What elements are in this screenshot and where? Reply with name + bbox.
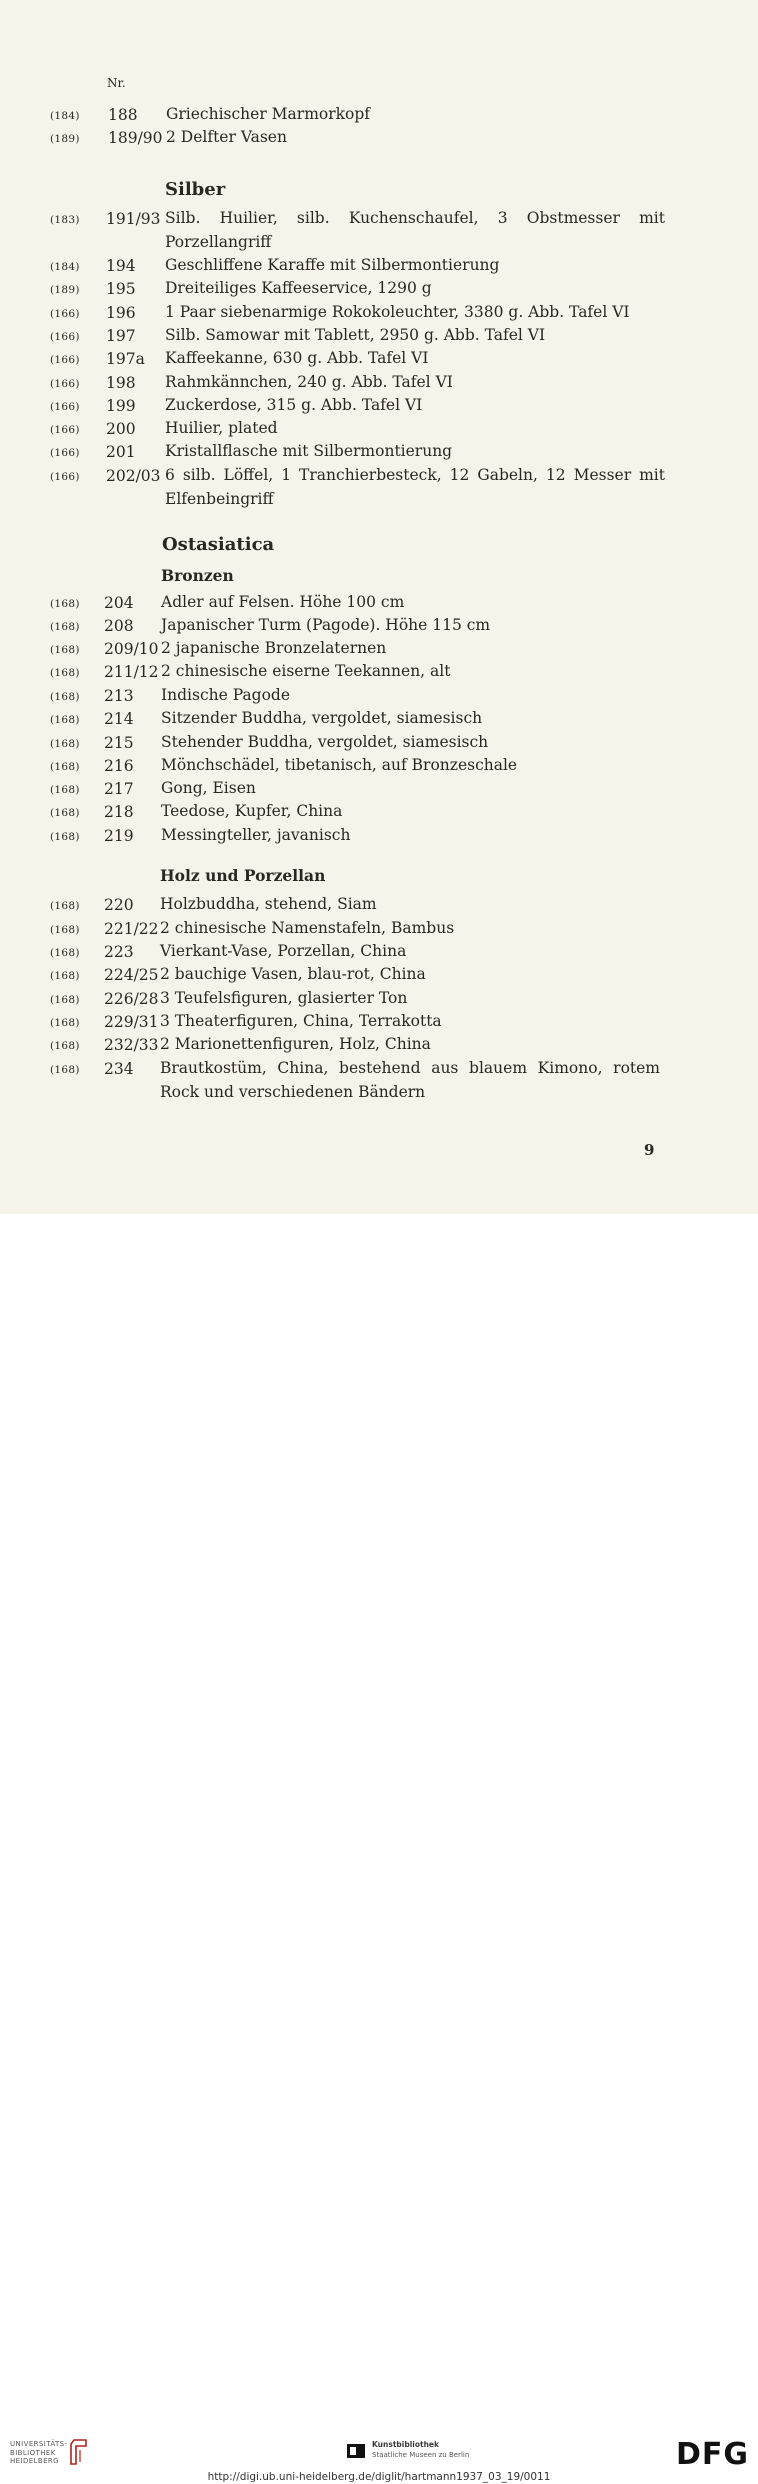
entry-number: 234 [104, 1060, 134, 1078]
entry-number: 197a [106, 350, 145, 368]
university-library-label [10, 2440, 67, 2466]
entry-description: Japanischer Turm (Pagode). Höhe 115 cm [161, 616, 491, 634]
entry-description: 2 Marionettenfiguren, Holz, China [160, 1035, 431, 1053]
entry-reference: (184) [50, 110, 80, 122]
university-line-1: UNIVERSITÄTS- [10, 2440, 68, 2448]
entry-description: Silb. Samowar mit Tablett, 2950 g. Abb. Tafel VI [165, 326, 546, 344]
entry-number: 208 [104, 617, 134, 635]
entry-number: 211/12 [104, 663, 159, 681]
entry-description: Mönchschädel, tibetanisch, auf Bronzeschale [161, 756, 518, 774]
entry-number: 218 [104, 803, 134, 821]
entry-reference: (168) [50, 784, 80, 796]
entry-description: 2 chinesische eiserne Teekannen, alt [161, 662, 451, 680]
entry-number: 198 [106, 374, 136, 392]
entry-number: 214 [104, 710, 134, 728]
entry-description: 2 chinesische Namenstafeln, Bambus [160, 919, 455, 937]
entry-description: 3 Theaterfiguren, China, Terrakotta [160, 1012, 442, 1030]
entry-description: Huilier, plated [165, 419, 278, 437]
entry-description: Zuckerdose, 315 g. Abb. Tafel VI [165, 396, 423, 414]
entry-description: Griechischer Marmorkopf [166, 105, 371, 123]
entry-reference: (168) [50, 1064, 80, 1076]
entry-reference: (168) [50, 970, 80, 982]
entry-reference: (168) [50, 1040, 80, 1052]
entry-reference: (166) [50, 401, 80, 413]
entry-description: Brautkostüm, China, bestehend aus blauem Kimono, rotem Rock und verschiedenen Bändern [160, 1059, 660, 1101]
source-url-link[interactable]: http://digi.ub.uni-heidelberg.de/diglit/hartmann1937_03_19/0011 [207, 2471, 551, 2483]
entry-number: 232/33 [104, 1036, 159, 1054]
entry-reference: (166) [50, 447, 80, 459]
entry-number: 219 [104, 827, 134, 845]
entry-description: Dreiteiliges Kaffeeservice, 1290 g [165, 279, 432, 297]
entry-reference: (166) [50, 354, 80, 366]
entry-description: Geschliffene Karaffe mit Silbermontierung [165, 256, 500, 274]
entry-number: 188 [108, 106, 138, 124]
section-heading-silber: Silber [165, 179, 226, 200]
entry-reference: (166) [50, 471, 80, 483]
entry-description: 6 silb. Löffel, 1 Tranchierbesteck, 12 Gabeln, 12 Messer mit Elfenbeingriff [165, 466, 665, 508]
entry-reference: (168) [50, 947, 80, 959]
entry-number: 189/90 [108, 129, 163, 147]
entry-number: 195 [106, 280, 136, 298]
entry-reference: (168) [50, 900, 80, 912]
column-label-nr: Nr. [107, 76, 126, 90]
footer-bar [0, 1214, 758, 2483]
entry-reference: (168) [50, 598, 80, 610]
university-line-3: HEIDELBERG [10, 2457, 59, 2465]
entry-reference: (168) [50, 831, 80, 843]
entry-number: 217 [104, 780, 134, 798]
entry-number: 221/22 [104, 920, 159, 938]
entry-description: Holzbuddha, stehend, Siam [160, 895, 377, 913]
kunstbibliothek-subtitle: Staatliche Museen zu Berlin [372, 2451, 470, 2459]
entry-description: Kristallflasche mit Silbermontierung [165, 442, 453, 460]
entry-reference: (168) [50, 621, 80, 633]
subsection-heading-bronzen: Bronzen [161, 566, 234, 585]
entry-reference: (168) [50, 1017, 80, 1029]
entry-number: 197 [106, 327, 136, 345]
entry-description: 2 Delfter Vasen [166, 128, 287, 146]
entry-reference: (189) [50, 133, 80, 145]
entry-description: 1 Paar siebenarmige Rokokoleuchter, 3380 g. Abb. Tafel VI [165, 303, 630, 321]
entry-reference: (168) [50, 761, 80, 773]
entry-number: 223 [104, 943, 134, 961]
university-logo-icon [68, 2438, 90, 2466]
entry-number: 215 [104, 734, 134, 752]
entry-description: 2 japanische Bronzelaternen [161, 639, 387, 657]
entry-reference: (168) [50, 738, 80, 750]
entry-number: 213 [104, 687, 134, 705]
entry-reference: (166) [50, 331, 80, 343]
entry-description: Silb. Huilier, silb. Kuchenschaufel, 3 Obstmesser mit Porzellangriff [165, 209, 665, 251]
entry-number: 224/25 [104, 966, 159, 984]
entry-description: Vierkant-Vase, Porzellan, China [160, 942, 407, 960]
entry-reference: (166) [50, 378, 80, 390]
entry-number: 220 [104, 896, 134, 914]
entry-reference: (166) [50, 424, 80, 436]
entry-reference: (168) [50, 667, 80, 679]
section-heading-ostasiatica: Ostasiatica [162, 534, 275, 555]
entry-number: 204 [104, 594, 134, 612]
entry-number: 201 [106, 443, 136, 461]
entry-number: 202/03 [106, 467, 161, 485]
entry-reference: (184) [50, 261, 80, 273]
university-line-2: BIBLIOTHEK [10, 2448, 56, 2457]
entry-reference: (166) [50, 308, 80, 320]
catalog-page [0, 0, 758, 1214]
entry-description: 2 bauchige Vasen, blau-rot, China [160, 965, 426, 983]
entry-number: 194 [106, 257, 136, 275]
entry-description: Indische Pagode [161, 686, 291, 704]
entry-description: Rahmkännchen, 240 g. Abb. Tafel VI [165, 373, 453, 391]
entry-description: Teedose, Kupfer, China [161, 802, 343, 820]
entry-reference: (183) [50, 214, 80, 226]
entry-reference: (168) [50, 924, 80, 936]
entry-description: Kaffeekanne, 630 g. Abb. Tafel VI [165, 349, 429, 367]
entry-reference: (168) [50, 691, 80, 703]
entry-reference: (168) [50, 644, 80, 656]
entry-number: 229/31 [104, 1013, 159, 1031]
kunstbibliothek-title: Kunstbibliothek [372, 2440, 440, 2449]
entry-number: 199 [106, 397, 136, 415]
entry-number: 209/10 [104, 640, 159, 658]
entry-description: 3 Teufelsfiguren, glasierter Ton [160, 989, 408, 1007]
entry-reference: (168) [50, 714, 80, 726]
entry-description: Sitzender Buddha, vergoldet, siamesisch [161, 709, 483, 727]
entry-number: 200 [106, 420, 136, 438]
entry-number: 226/28 [104, 990, 159, 1008]
entry-number: 216 [104, 757, 134, 775]
subsection-heading-holz-porzellan: Holz und Porzellan [160, 866, 326, 885]
entry-description: Adler auf Felsen. Höhe 100 cm [161, 593, 405, 611]
entry-number: 191/93 [106, 210, 161, 228]
entry-reference: (189) [50, 284, 80, 296]
page-number: 9 [644, 1141, 655, 1159]
entry-description: Stehender Buddha, vergoldet, siamesisch [161, 733, 489, 751]
entry-description: Gong, Eisen [161, 779, 256, 797]
dfg-logo: DFG [676, 2437, 750, 2472]
kunstbibliothek-logo-icon [346, 2442, 366, 2460]
entry-number: 196 [106, 304, 136, 322]
entry-reference: (168) [50, 807, 80, 819]
entry-description: Messingteller, javanisch [161, 826, 351, 844]
entry-reference: (168) [50, 994, 80, 1006]
